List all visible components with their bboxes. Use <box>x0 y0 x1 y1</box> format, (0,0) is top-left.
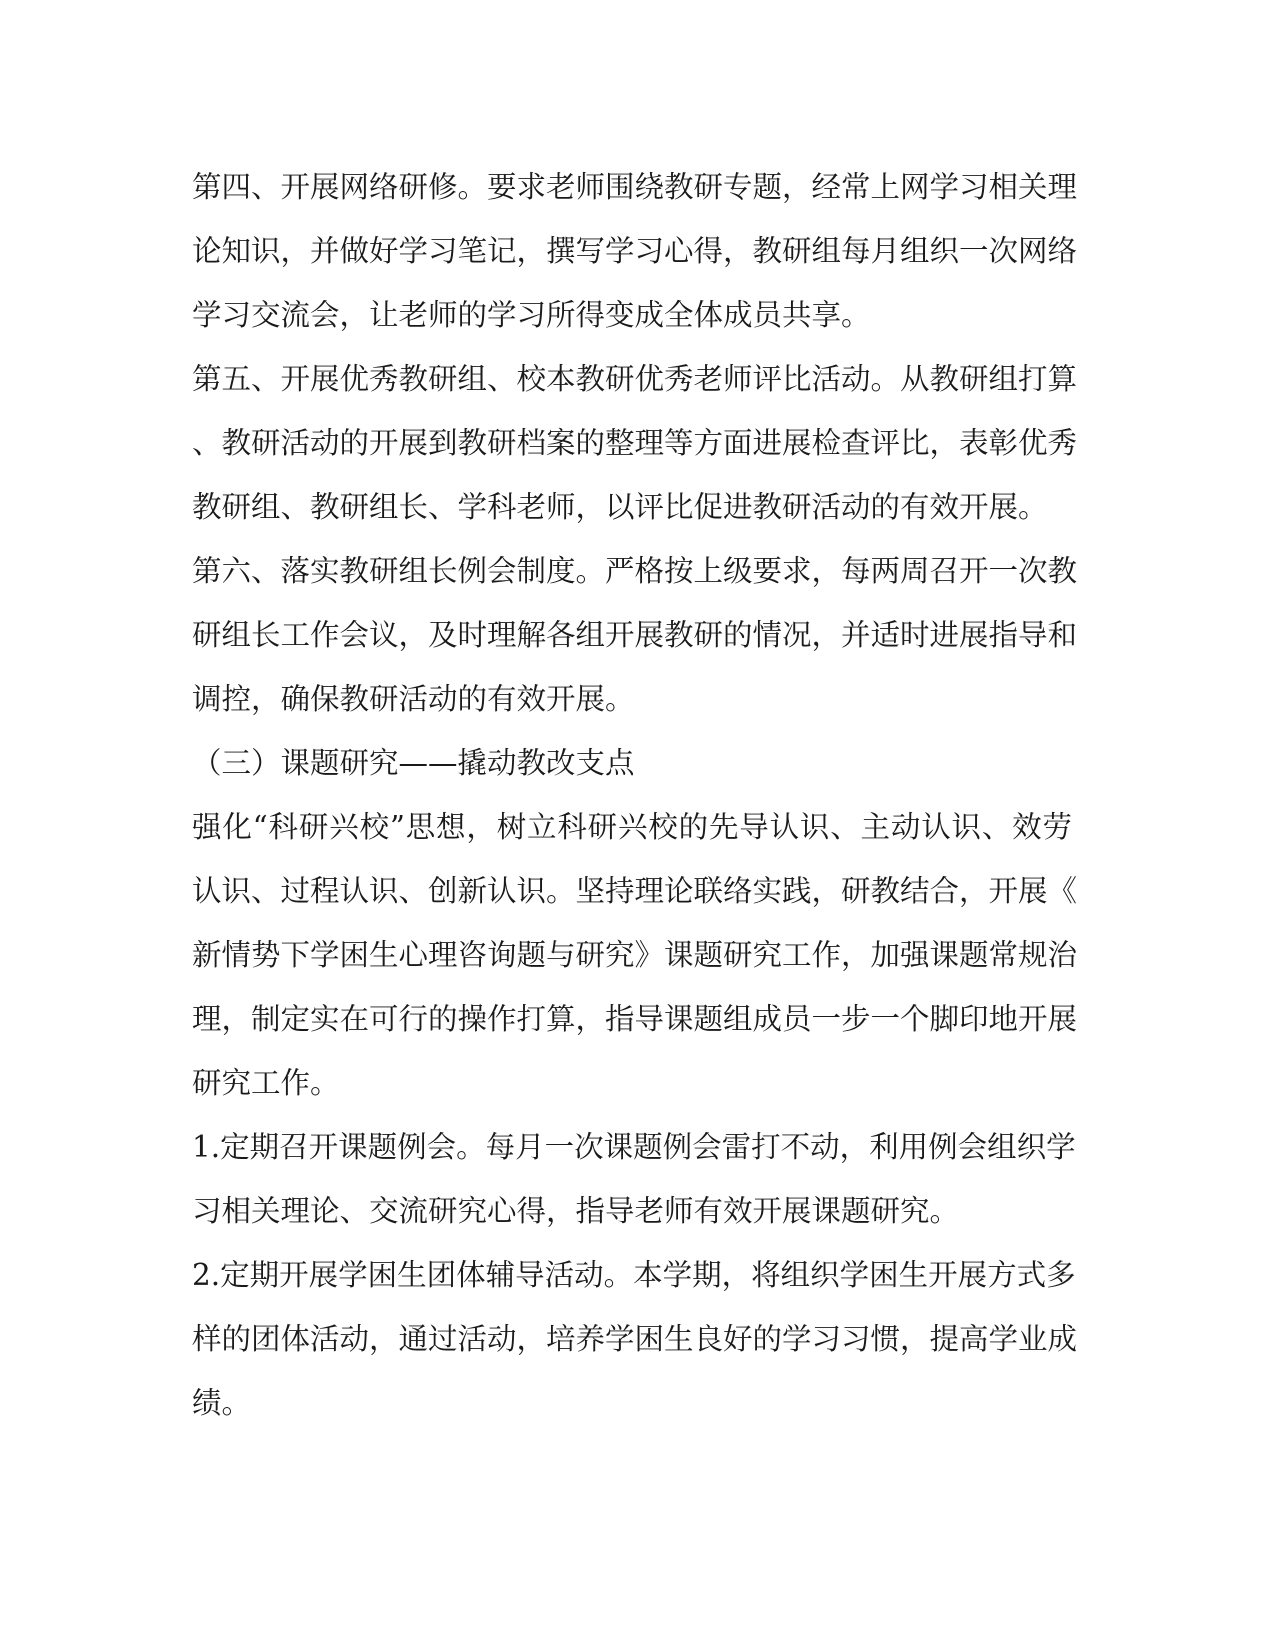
paragraph-6-line-1: 第六、落实教研组长例会制度。严格按上级要求，每两周召开一次教 <box>192 554 1078 588</box>
section-heading: （三）课题研究——撬动教改支点 <box>192 746 635 780</box>
research-paragraph-line-1: 强化“科研兴校”思想，树立科研兴校的先导认识、主动认识、效劳 <box>192 810 1072 844</box>
paragraph-6-line-2: 研组长工作会议，及时理解各组开展教研的情况，并适时进展指导和 <box>192 618 1078 652</box>
item-2-line-3: 绩。 <box>192 1386 252 1420</box>
paragraph-5-line-2: 、教研活动的开展到教研档案的整理等方面进展检查评比，表彰优秀 <box>192 426 1078 460</box>
paragraph-4-line-2: 论知识，并做好学习笔记，撰写学习心得，教研组每月组织一次网络 <box>192 234 1078 268</box>
paragraph-4-line-3: 学习交流会，让老师的学习所得变成全体成员共享。 <box>192 298 871 332</box>
item-2-line-1: 2.定期开展学困生团体辅导活动。本学期，将组织学困生开展方式多 <box>192 1258 1076 1292</box>
item-1-line-1: 1.定期召开课题例会。每月一次课题例会雷打不动，利用例会组织学 <box>192 1130 1076 1164</box>
research-paragraph-line-5: 研究工作。 <box>192 1066 340 1100</box>
research-paragraph-line-2: 认识、过程认识、创新认识。坚持理论联络实践，研教结合，开展《 <box>192 874 1078 908</box>
document-body <box>192 155 1078 1435</box>
research-paragraph-line-3: 新情势下学困生心理咨询题与研究》课题研究工作，加强课题常规治 <box>192 938 1078 972</box>
research-paragraph-line-4: 理，制定实在可行的操作打算，指导课题组成员一步一个脚印地开展 <box>192 1002 1078 1036</box>
paragraph-4-line-1: 第四、开展网络研修。要求老师围绕教研专题，经常上网学习相关理 <box>192 170 1078 204</box>
paragraph-6-line-3: 调控，确保教研活动的有效开展。 <box>192 682 635 716</box>
paragraph-5-line-1: 第五、开展优秀教研组、校本教研优秀老师评比活动。从教研组打算 <box>192 362 1078 396</box>
paragraph-5-line-3: 教研组、教研组长、学科老师，以评比促进教研活动的有效开展。 <box>192 490 1048 524</box>
item-2-line-2: 样的团体活动，通过活动，培养学困生良好的学习习惯，提高学业成 <box>192 1322 1078 1356</box>
item-1-line-2: 习相关理论、交流研究心得，指导老师有效开展课题研究。 <box>192 1194 960 1228</box>
